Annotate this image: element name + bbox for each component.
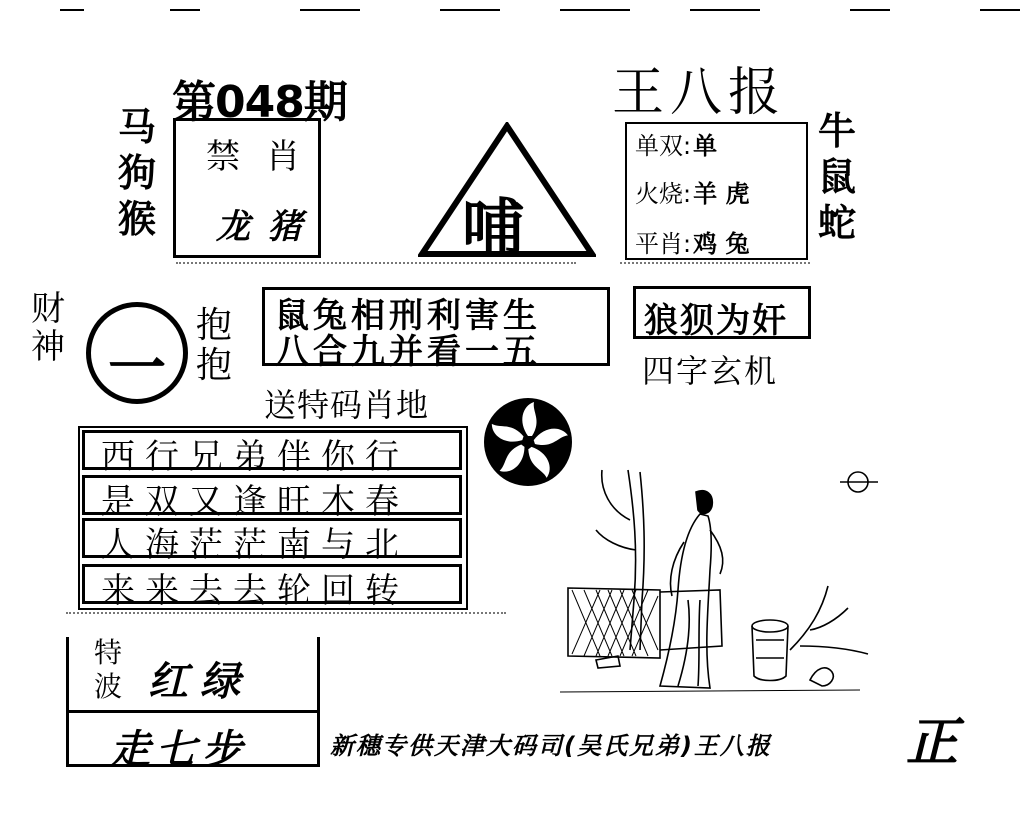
scan-dash xyxy=(560,9,630,11)
poem-line: 是双又逢旺木春 xyxy=(101,482,409,522)
send-special-text: 送特码肖地 xyxy=(264,386,430,424)
footer-mark: 正 xyxy=(906,713,959,773)
right-zodiac: 鼠 xyxy=(818,155,857,199)
forbidden-zodiac-box xyxy=(173,118,326,258)
poem-line-box xyxy=(82,564,462,611)
poem-line: 八合九并看一五 xyxy=(275,332,541,372)
info-row-flat xyxy=(635,224,749,259)
wealth-circle xyxy=(86,302,188,404)
poem-line-box xyxy=(82,475,462,522)
forbidden-values: 龙猪 xyxy=(216,207,320,247)
info-row-fire xyxy=(635,174,749,209)
embrace-label xyxy=(196,306,232,386)
poem-line-box xyxy=(82,518,462,565)
right-zodiac: 蛇 xyxy=(818,201,857,245)
info-label: 单双: xyxy=(635,132,692,160)
info-row-odd-even xyxy=(635,126,717,161)
info-label: 火烧: xyxy=(635,180,692,208)
forbidden-title: 禁肖 xyxy=(206,137,326,177)
triangle-character: 哺 xyxy=(462,191,525,264)
four-word-box xyxy=(633,286,811,339)
noise-line xyxy=(176,262,576,267)
scan-dash xyxy=(170,9,200,11)
wealth-char: 财 xyxy=(31,289,65,329)
paper-title: 王八报 xyxy=(612,63,787,123)
poem-line-box xyxy=(82,430,462,477)
special-wave-label xyxy=(94,636,122,704)
right-zodiac-column xyxy=(818,108,856,246)
info-box xyxy=(625,122,808,260)
scan-dash xyxy=(850,9,890,11)
info-label: 平肖: xyxy=(635,230,692,258)
poem-line: 西行兄弟伴你行 xyxy=(101,437,409,477)
steps-text: 走七步 xyxy=(110,727,248,773)
special-wave-value: 红绿 xyxy=(148,659,252,705)
issue-title: 第048期 xyxy=(172,77,347,128)
right-zodiac: 牛 xyxy=(818,109,857,153)
left-zodiac-column xyxy=(118,104,156,242)
left-zodiac: 马 xyxy=(118,105,157,149)
wealth-char: 神 xyxy=(31,327,65,367)
embrace-char: 抱 xyxy=(196,345,233,386)
noise-line xyxy=(620,262,810,267)
scan-dash xyxy=(440,9,500,11)
left-zodiac: 猴 xyxy=(118,197,157,241)
scan-dash xyxy=(690,9,760,11)
scan-dash xyxy=(300,9,360,11)
wealth-god-label xyxy=(28,290,68,366)
four-word-text: 狼狈为奸 xyxy=(644,301,788,341)
poem-box-top xyxy=(262,287,610,372)
poem-line: 人海茫茫南与北 xyxy=(101,525,409,565)
scan-dash xyxy=(60,9,84,11)
noise-line xyxy=(66,612,506,617)
four-word-label: 四字玄机 xyxy=(642,352,779,390)
embrace-char: 抱 xyxy=(196,305,233,346)
poem-line: 鼠兔相刑利害生 xyxy=(275,296,541,336)
scan-dash xyxy=(980,9,1020,11)
footer-text: 新穗专供天津大码司(吴氏兄弟)王八报 xyxy=(330,732,772,760)
wave-label-char: 特 xyxy=(94,636,123,669)
info-value: 羊 虎 xyxy=(693,180,750,208)
left-zodiac: 狗 xyxy=(118,151,157,195)
lady-garden-drawing xyxy=(560,450,880,700)
wealth-number: 一 xyxy=(107,334,166,402)
poem-line: 来来去去轮回转 xyxy=(101,571,409,611)
info-value: 鸡 兔 xyxy=(693,230,750,258)
wave-label-char: 波 xyxy=(94,670,123,703)
info-value: 单 xyxy=(693,132,718,160)
